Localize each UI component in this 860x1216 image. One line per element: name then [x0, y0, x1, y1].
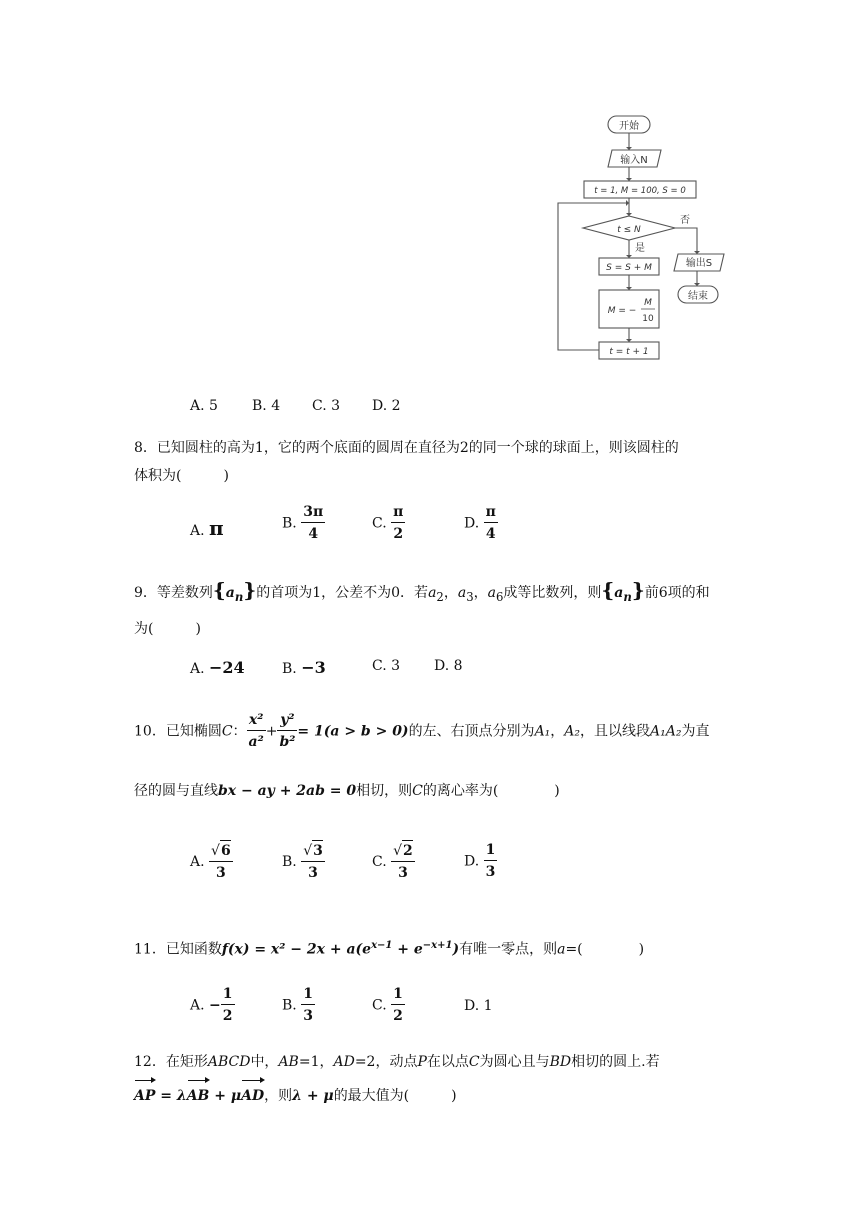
q11-option-d: D. 1	[464, 998, 493, 1014]
q9-stem: 9．等差数列$\{a_n\}$的首项为1，公差不为0．若$a_2$，$a_3$，$a_6$成等比数列，则$\{a_n\}$前6项的和 为( )	[134, 578, 710, 637]
flow-start: 开始	[619, 121, 639, 132]
flowchart	[540, 108, 740, 370]
flow-no-label: 否	[680, 215, 690, 226]
q11-option-b: B. $\frac{1}{3}$	[282, 986, 313, 1024]
q7-option-a: A. 5	[190, 398, 218, 414]
flow-update-lhs: M = −	[607, 306, 637, 316]
q8-stem: 8．已知圆柱的高为1，它的两个底面的圆周在直径为2的同一个球的球面上，则该圆柱的 体积为( )	[134, 440, 679, 484]
flow-increment: t = t + 1	[609, 347, 649, 357]
q8-option-a: A. π	[190, 516, 224, 540]
q7-option-c: C. 3	[312, 398, 341, 414]
flow-init: t = 1, M = 100, S = 0	[594, 186, 686, 196]
flow-yes-label: 是	[635, 243, 645, 254]
flow-input: 输入N	[620, 155, 648, 166]
q10-stem: 10．已知椭圆C： $\frac{\text{x²}}{\text{a²}}$ + $\frac{\text{y²}}{\text{b²}}$ = 1(a > b > 0)的左、右顶点分别为A₁，A₂，且以线段A₁A₂为直 径的圆与直线bx − ay + 2ab = 0相切，则C的离心率为( )	[134, 712, 710, 799]
q9-option-d: D. 8	[434, 658, 463, 674]
q8-option-d: D. $\frac{\pi}{4}$	[464, 504, 496, 542]
flow-output: 输出S	[685, 258, 713, 269]
q9-option-b: B. −3	[282, 658, 326, 677]
flow-condition: t ≤ N	[617, 225, 641, 235]
q12-stem: 12．在矩形ABCD中，AB=1，AD=2，动点P在以点C为圆心且与BD相切的圆上.若 AP = λAB + μAD，则λ + μ的最大值为( )	[134, 1048, 734, 1110]
q7-option-d: D. 2	[372, 398, 401, 414]
q8-option-c: C. $\frac{\pi}{2}$	[372, 504, 404, 542]
flow-sum: S = S + M	[606, 263, 652, 273]
q10-option-b: B. $\frac{√3}{3}$	[282, 840, 325, 884]
q7-option-b: B. 4	[252, 398, 281, 414]
flow-end: 结束	[688, 291, 708, 302]
q11-option-c: C. $\frac{1}{2}$	[372, 986, 403, 1024]
q10-option-d: D. $\frac{1}{3}$	[464, 842, 496, 880]
q10-option-c: C. $\frac{√2}{3}$	[372, 840, 415, 884]
q10-option-a: A. $\frac{√6}{3}$	[190, 840, 233, 884]
flow-update-num: M	[644, 298, 652, 308]
q11-stem: 11．已知函数$f(x) = x^2 - 2x + a(e^{x-1} + e^{-x+1})$有唯一零点，则a=( )	[134, 940, 645, 958]
q8-option-b: B. $\frac{3\pi}{4}$	[282, 504, 324, 542]
q9-option-c: C. 3	[372, 658, 401, 674]
q9-option-a: A. −24	[190, 658, 245, 677]
q11-option-a: A. − $\frac{1}{2}$	[190, 986, 233, 1024]
flow-update-den: 10	[642, 314, 654, 324]
